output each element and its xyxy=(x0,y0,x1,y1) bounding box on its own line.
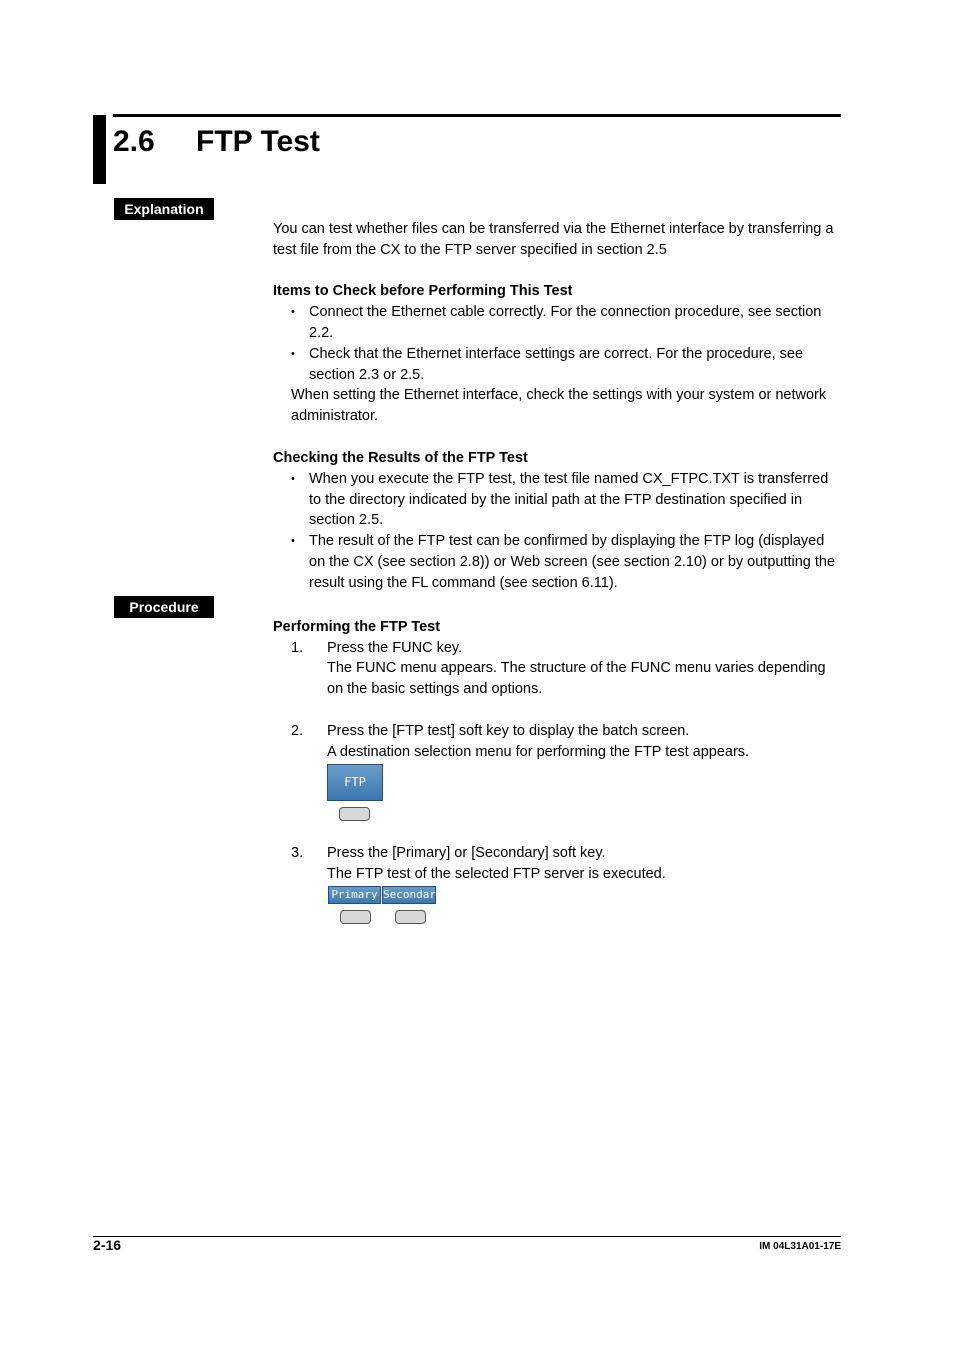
page-number: 2-16 xyxy=(93,1237,122,1253)
result-1-line-3: section 2.5. xyxy=(309,512,384,528)
intro-line-2: test file from the CX to the FTP server specified in section 2.5 xyxy=(273,242,667,258)
hardware-key-icon xyxy=(340,910,371,924)
explanation-label: Explanation xyxy=(114,198,214,220)
bullet: • xyxy=(291,306,295,318)
step-2-number: 2. xyxy=(291,723,304,739)
item-1-line-2: 2.2. xyxy=(309,325,334,341)
hardware-key-icon xyxy=(395,910,426,924)
result-1-line-1: When you execute the FTP test, the test file named CX_FTPC.TXT is transferred xyxy=(309,471,829,487)
ftp-test-softkey: FTP xyxy=(327,764,383,801)
bullet: • xyxy=(291,535,295,547)
footer-rule xyxy=(93,1236,841,1237)
item-2-line-2: section 2.3 or 2.5. xyxy=(309,367,425,383)
step-3-line-1: Press the [Primary] or [Secondary] soft key. xyxy=(327,845,606,861)
procedure-heading: Performing the FTP Test xyxy=(273,619,441,635)
bullet: • xyxy=(291,348,295,360)
results-heading: Checking the Results of the FTP Test xyxy=(273,450,528,466)
section-title: FTP Test xyxy=(196,125,320,158)
step-3-number: 3. xyxy=(291,845,304,861)
title-rule xyxy=(113,114,841,117)
procedure-label: Procedure xyxy=(114,596,214,618)
result-2-line-2: on the CX (see section 2.8)) or Web screen (see section 2.10) or by outputting the xyxy=(309,554,836,570)
result-2-line-1: The result of the FTP test can be confirmed by displaying the FTP log (displayed xyxy=(309,533,825,549)
step-2-line-1: Press the [FTP test] soft key to display the batch screen. xyxy=(327,723,690,739)
section-bar xyxy=(93,115,106,184)
item-1-line-1: Connect the Ethernet cable correctly. For the connection procedure, see section xyxy=(309,304,822,320)
primary-softkey: Primary xyxy=(328,886,381,904)
step-1-line-1: Press the FUNC key. xyxy=(327,640,463,656)
intro-line-1: You can test whether files can be transferred via the Ethernet interface by transferring a xyxy=(273,221,834,237)
step-1-number: 1. xyxy=(291,640,304,656)
result-1-line-2: to the directory indicated by the initial path at the FTP destination specified in xyxy=(309,492,803,508)
item-2-line-1: Check that the Ethernet interface settings are correct. For the procedure, see xyxy=(309,346,804,362)
items-heading: Items to Check before Performing This Test xyxy=(273,283,573,299)
hardware-key-icon xyxy=(339,807,370,821)
note-line-2: administrator. xyxy=(291,408,379,424)
note-line-1: When setting the Ethernet interface, check the settings with your system or network xyxy=(291,387,827,403)
secondary-softkey: Secondary xyxy=(382,886,436,904)
result-2-line-3: result using the FL command (see section 6.11). xyxy=(309,575,618,591)
step-2-line-2: A destination selection menu for performing the FTP test appears. xyxy=(327,744,750,760)
section-number: 2.6 xyxy=(113,125,155,158)
bullet: • xyxy=(291,473,295,485)
document-id: IM 04L31A01-17E xyxy=(759,1241,841,1252)
step-1-line-2: The FUNC menu appears. The structure of the FUNC menu varies depending xyxy=(327,660,826,676)
step-3-line-2: The FTP test of the selected FTP server is executed. xyxy=(327,866,666,882)
step-1-line-3: on the basic settings and options. xyxy=(327,681,543,697)
